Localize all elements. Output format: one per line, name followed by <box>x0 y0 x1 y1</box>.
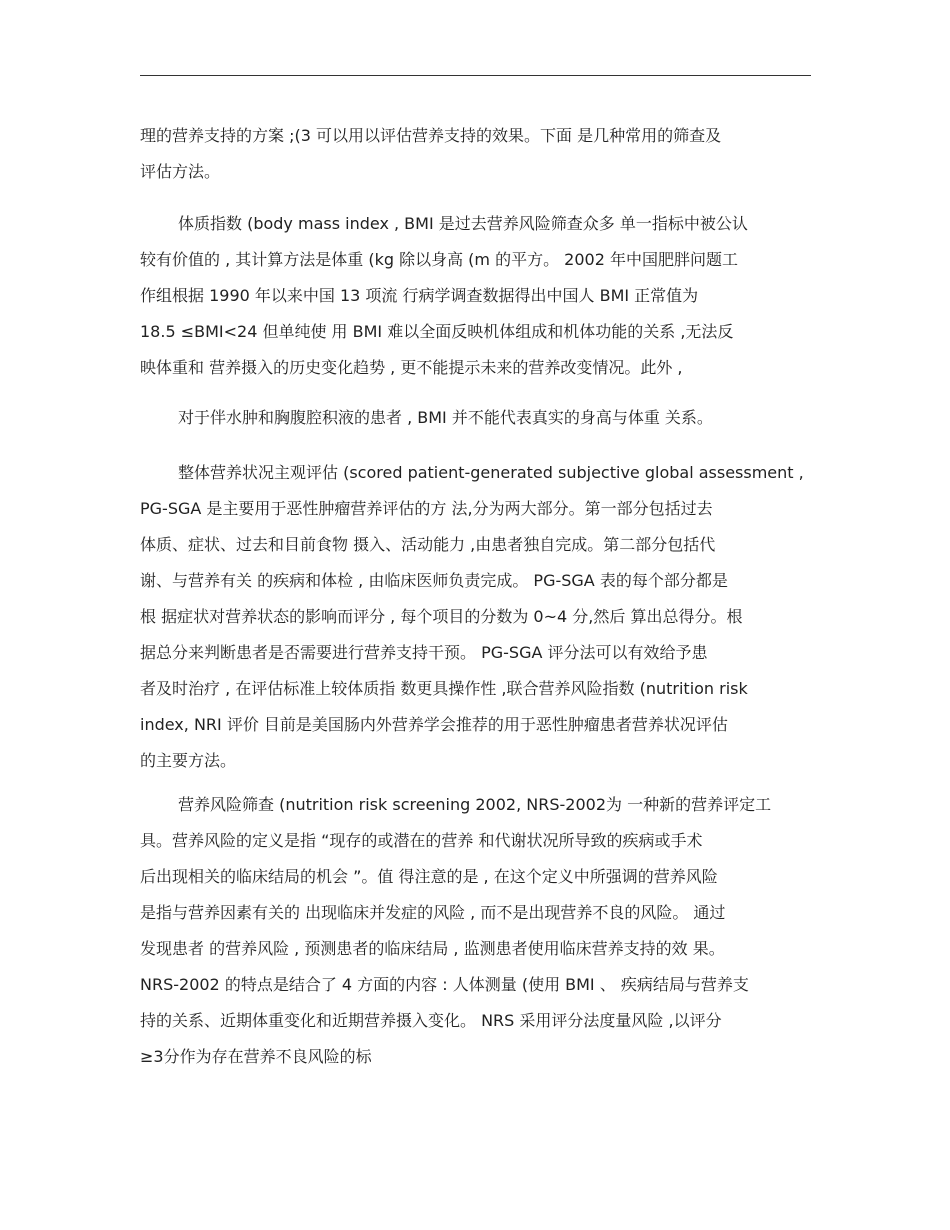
paragraph-bmi <box>140 206 820 386</box>
paragraph-pg-sga <box>140 455 820 779</box>
text-line: 据总分来判断患者是否需要进行营养支持干预。 PG-SGA 评分法可以有效给予患 <box>140 643 708 662</box>
text-line: 具。营养风险的定义是指 “现存的或潜在的营养 和代谢状况所导致的疾病或手术 <box>140 831 703 850</box>
text-line: 对于伴水肿和胸腹腔积液的患者 , BMI 并不能代表真实的身高与体重 关系。 <box>178 408 713 427</box>
text-line: 18.5 ≤BMI<24 但单纯使 用 BMI 难以全面反映机体组成和机体功能的关系 ,无法反 <box>140 322 734 341</box>
paragraph-edema <box>140 400 820 436</box>
text-line: 谢、与营养有关 的疾病和体检 , 由临床医师负责完成。 PG-SGA 表的每个部分都是 <box>140 571 728 590</box>
text-line: 的主要方法。 <box>140 751 237 770</box>
text-line: NRS-2002 的特点是结合了 4 方面的内容 : 人体测量 (使用 BMI 、 疾病结局与营养支 <box>140 975 749 994</box>
text-line: 后出现相关的临床结局的机会 ”。值 得注意的是 , 在这个定义中所强调的营养风险 <box>140 867 718 886</box>
text-line: 者及时治疗 , 在评估标准上较体质指 数更具操作性 ,联合营养风险指数 (nutrition risk <box>140 679 748 698</box>
text-line: 营养风险筛查 (nutrition risk screening 2002, NRS-2002为 一种新的营养评定工 <box>178 795 772 814</box>
text-line: 整体营养状况主观评估 (scored patient-generated subjective global assessment , <box>178 463 804 482</box>
text-line: ≥3分作为存在营养不良风险的标 <box>140 1047 372 1066</box>
text-line: 是指与营养因素有关的 出现临床并发症的风险 , 而不是出现营养不良的风险。 通过 <box>140 903 726 922</box>
paragraph-intro-continuation <box>140 118 820 190</box>
text-line: 较有价值的 , 其计算方法是体重 (kg 除以身高 (m 的平方。 2002 年中国肥胖问题工 <box>140 250 738 269</box>
text-line: index, NRI 评价 目前是美国肠内外营养学会推荐的用于恶性肿瘤患者营养状况评估 <box>140 715 728 734</box>
text-line: 根 据症状对营养状态的影响而评分 , 每个项目的分数为 0~4 分,然后 算出总得分。根 <box>140 607 743 626</box>
text-line: 体质、症状、过去和目前食物 摄入、活动能力 ,由患者独自完成。第二部分包括代 <box>140 535 716 554</box>
text-line: PG-SGA 是主要用于恶性肿瘤营养评估的方 法,分为两大部分。第一部分包括过去 <box>140 499 713 518</box>
text-line: 理的营养支持的方案 ;(3 可以用以评估营养支持的效果。下面 是几种常用的筛查及 <box>140 126 722 145</box>
text-line: 作组根据 1990 年以来中国 13 项流 行病学调查数据得出中国人 BMI 正常值为 <box>140 286 699 305</box>
text-line: 评估方法。 <box>140 162 221 181</box>
text-line: 体质指数 (body mass index , BMI 是过去营养风险筛查众多 单一指标中被公认 <box>178 214 748 233</box>
header-rule <box>140 75 811 76</box>
paragraph-nrs-2002 <box>140 787 820 1075</box>
text-line: 发现患者 的营养风险 , 预测患者的临床结局 , 监测患者使用临床营养支持的效 果。 <box>140 939 725 958</box>
text-line: 映体重和 营养摄入的历史变化趋势 , 更不能提示未来的营养改变情况。此外 , <box>140 358 683 377</box>
text-line: 持的关系、近期体重变化和近期营养摄入变化。 NRS 采用评分法度量风险 ,以评分 <box>140 1011 722 1030</box>
